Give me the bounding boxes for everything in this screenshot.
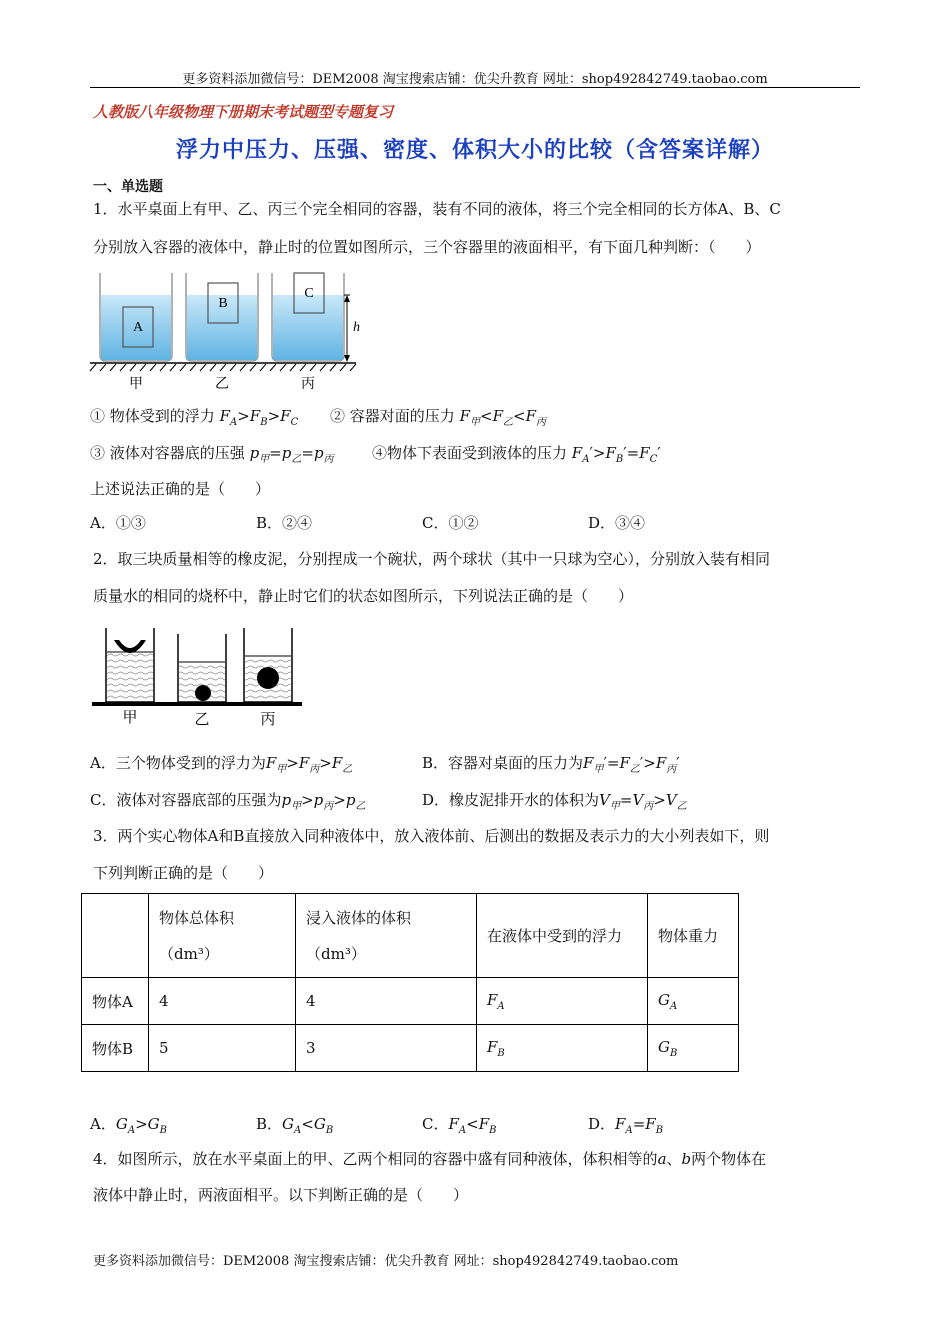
container-jia <box>100 273 172 361</box>
header-rule <box>90 87 860 88</box>
row-b-immersed: 3 <box>296 1025 477 1072</box>
main-title: 浮力中压力、压强、密度、体积大小的比较（含答案详解） <box>175 137 774 163</box>
section-heading: 一、单选题 <box>93 179 163 195</box>
q3-line1: 3．两个实心物体A和B直接放入同种液体中，放入液体前、后测出的数据及表示力的大小列表如下，则 <box>93 827 770 845</box>
container-yi <box>186 273 258 361</box>
q2-label-jia: 甲 <box>122 708 138 726</box>
q3-option-b[interactable]: B．$G_A<G_B$ <box>256 1115 334 1136</box>
series-title: 人教版八年级物理下册期末考试题型专题复习 <box>93 103 394 121</box>
page-header: 更多资料添加微信号：DEM2008 淘宝搜索店铺：优尖升教育 网址：shop492842749.taobao.com <box>182 72 768 87</box>
table-header-empty <box>82 894 149 978</box>
q3-option-c[interactable]: C．$F_A<F_B$ <box>422 1115 497 1136</box>
q4-line2: 液体中静止时，两液面相平。以下判断正确的是（ ） <box>93 1186 469 1204</box>
q1-option-a[interactable]: A．①③ <box>90 514 146 532</box>
block-c-label: C <box>304 286 314 301</box>
row-b-force: $F_B$ <box>477 1025 648 1072</box>
row-b-total: 5 <box>149 1025 296 1072</box>
q2-option-a[interactable]: A．三个物体受到的浮力为$F_甲>F_丙>F_乙$ <box>90 754 353 775</box>
block-b-label: B <box>218 296 228 311</box>
page-footer: 更多资料添加微信号：DEM2008 淘宝搜索店铺：优尖升教育 网址：shop492842749.taobao.com <box>93 1254 679 1269</box>
solid-ball <box>195 685 211 701</box>
q2-option-b[interactable]: B．容器对桌面的压力为$F_甲'=F_乙'>F_丙'$ <box>422 754 680 775</box>
q3-option-d[interactable]: D．$F_A=F_B$ <box>588 1115 664 1136</box>
q1-line1: 1．水平桌面上有甲、乙、丙三个完全相同的容器，装有不同的液体，将三个完全相同的长方体A、B、C <box>93 200 781 218</box>
q3-line2: 下列判断正确的是（ ） <box>93 864 274 882</box>
q1-ask: 上述说法正确的是（ ） <box>90 480 271 498</box>
q3-option-a[interactable]: A．$G_A>G_B$ <box>90 1115 167 1136</box>
q2-line1: 2．取三块质量相等的橡皮泥，分别捏成一个碗状，两个球状（其中一只球为空心），分别放入装有相同 <box>93 550 771 568</box>
row-a-name: 物体A <box>82 978 149 1025</box>
row-a-total: 4 <box>149 978 296 1025</box>
table-row <box>82 978 739 1025</box>
hollow-ball <box>257 667 279 689</box>
q1-statement-3: ③ 液体对容器底的压强 $p_甲=p_乙=p_丙$ <box>90 444 334 465</box>
table-header-total-volume: 物体总体积 （dm³） <box>149 894 296 978</box>
q1-line2: 分别放入容器的液体中，静止时的位置如图所示，三个容器里的液面相平，有下面几种判断：（ ） <box>93 238 761 256</box>
bowl-shape <box>114 640 146 653</box>
q1-statement-1: ① 物体受到的浮力 $F_A>F_B>F_C$ <box>90 407 299 428</box>
table-header-weight: 物体重力 <box>648 894 739 978</box>
row-a-force: $F_A$ <box>477 978 648 1025</box>
q3-data-table <box>81 893 739 1072</box>
row-a-immersed: 4 <box>296 978 477 1025</box>
q1-option-d[interactable]: D．③④ <box>588 514 646 532</box>
q1-figure <box>88 265 368 395</box>
label-jia: 甲 <box>129 376 143 392</box>
table-header-buoyancy: 在液体中受到的浮力 <box>477 894 648 978</box>
q4-line1: 4．如图所示，放在水平桌面上的甲、乙两个相同的容器中盛有同种液体，体积相等的a、b两个物体在 <box>93 1150 767 1168</box>
q1-option-c[interactable]: C．①② <box>422 514 479 532</box>
table-header-immersed-volume: 浸入液体的体积 （dm³） <box>296 894 477 978</box>
q1-option-b[interactable]: B．②④ <box>256 514 313 532</box>
q2-option-c[interactable]: C．液体对容器底部的压强为$p_甲>p_丙>p_乙$ <box>90 791 366 812</box>
row-a-weight: $G_A$ <box>648 978 739 1025</box>
label-yi: 乙 <box>215 376 229 392</box>
h-label: h <box>353 320 360 335</box>
block-a-label: A <box>132 320 144 335</box>
q2-figure <box>88 622 308 732</box>
label-bing: 丙 <box>301 376 315 392</box>
row-b-name: 物体B <box>82 1025 149 1072</box>
row-b-weight: $G_B$ <box>648 1025 739 1072</box>
q2-label-yi: 乙 <box>194 710 210 728</box>
q2-line2: 质量水的相同的烧杯中，静止时它们的状态如图所示，下列说法正确的是（ ） <box>93 587 634 605</box>
q1-statement-2: ② 容器对面的压力 $F_甲<F_乙<F_丙$ <box>330 407 546 428</box>
q2-option-d[interactable]: D．橡皮泥排开水的体积为$V_甲=V_丙>V_乙$ <box>422 791 687 812</box>
table-row <box>82 1025 739 1072</box>
q1-statement-4: ④物体下表面受到液体的压力 $F_A'>F_B'=F_C'$ <box>372 444 661 465</box>
q2-label-bing: 丙 <box>260 710 276 728</box>
